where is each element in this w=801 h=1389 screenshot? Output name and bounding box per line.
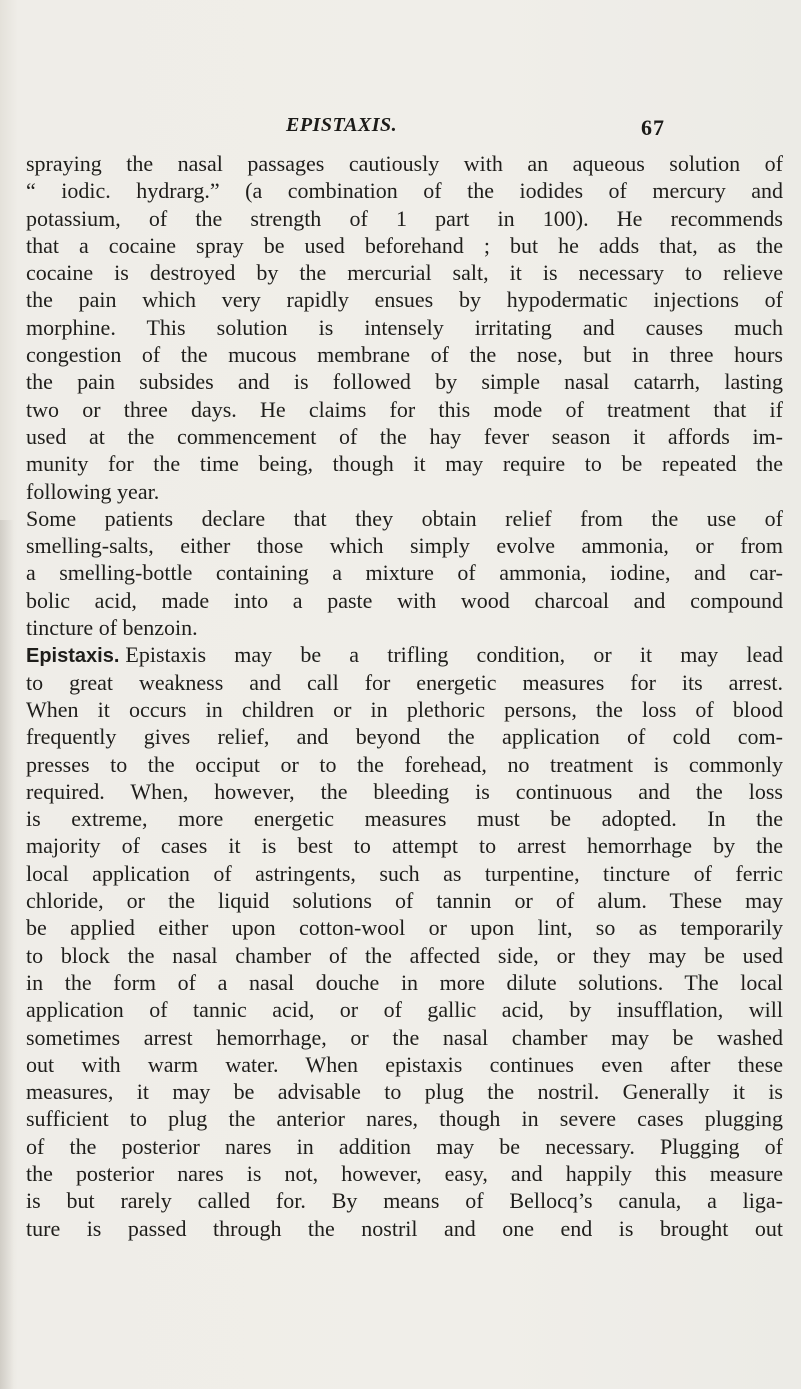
line-text: measures, it may be advisable to plug the nostril. Generally it is xyxy=(26,1079,783,1105)
text-line xyxy=(26,1215,783,1242)
text-line xyxy=(26,205,783,232)
line-text: tincture of benzoin. xyxy=(26,615,198,641)
line-text: congestion of the mucous membrane of the nose, but in three hours xyxy=(26,342,783,368)
line-text: Some patients declare that they obtain relief from the use of xyxy=(26,505,783,531)
text-line xyxy=(26,1051,783,1078)
text-line xyxy=(26,505,783,532)
text-line xyxy=(26,969,783,996)
text-line xyxy=(26,177,783,204)
text-line xyxy=(26,723,783,750)
text-line xyxy=(26,1078,783,1105)
text-line xyxy=(26,587,783,614)
text-line xyxy=(26,887,783,914)
text-line xyxy=(26,751,783,778)
line-text: “ iodic. hydrarg.” (a combination of the iodides of mercury and xyxy=(26,178,783,204)
line-text: frequently gives relief, and beyond the application of cold com- xyxy=(26,724,783,750)
text-line xyxy=(26,368,783,395)
page-number: 67 xyxy=(641,115,665,140)
line-text: potassium, of the strength of 1 part in 100). He recommends xyxy=(26,205,783,231)
text-line xyxy=(26,559,783,586)
text-line xyxy=(26,669,783,696)
text-line xyxy=(26,1105,783,1132)
line-text: When it occurs in children or in plethoric persons, the loss of blood xyxy=(26,696,783,722)
line-text: is but rarely called for. By means of Bellocq’s canula, a liga- xyxy=(26,1188,783,1214)
text-line xyxy=(26,341,783,368)
line-text: application of tannic acid, or of gallic acid, by insufflation, will xyxy=(26,997,783,1023)
line-text: used at the commencement of the hay fever season it affords im- xyxy=(26,423,783,449)
line-text: bolic acid, made into a paste with wood charcoal and compound xyxy=(26,587,783,613)
text-line xyxy=(26,914,783,941)
text-line xyxy=(26,150,783,177)
line-text: in the form of a nasal douche in more dilute solutions. The local xyxy=(26,969,783,995)
page-edge-shadow xyxy=(0,520,14,1389)
line-text: out with warm water. When epistaxis continues even after these xyxy=(26,1051,783,1077)
line-text: is extreme, more energetic measures must be adopted. In the xyxy=(26,806,783,832)
body-text xyxy=(26,150,783,1242)
line-text: chloride, or the liquid solutions of tannin or of alum. These may xyxy=(26,888,783,914)
line-text: the pain which very rapidly ensues by hypodermatic injections of xyxy=(26,287,783,313)
text-line xyxy=(26,478,783,505)
text-line xyxy=(26,832,783,859)
line-text: following year. xyxy=(26,478,160,504)
text-line xyxy=(26,423,783,450)
running-title: EPISTAXIS. xyxy=(286,114,398,136)
line-text: ture is passed through the nostril and one end is brought out xyxy=(26,1215,783,1241)
text-line xyxy=(26,641,783,668)
text-line xyxy=(26,532,783,559)
text-line xyxy=(26,259,783,286)
line-text: Epistaxis may be a trifling condition, or it may lead xyxy=(125,642,783,668)
line-text: munity for the time being, though it may require to be repeated the xyxy=(26,451,783,477)
line-text: to block the nasal chamber of the affected side, or they may be used xyxy=(26,942,783,968)
running-head xyxy=(0,114,690,144)
text-line xyxy=(26,614,783,641)
text-line xyxy=(26,1024,783,1051)
text-line xyxy=(26,996,783,1023)
line-text: morphine. This solution is intensely irritating and causes much xyxy=(26,314,783,340)
text-line xyxy=(26,1133,783,1160)
line-text: majority of cases it is best to attempt to arrest hemorrhage by the xyxy=(26,833,783,859)
line-text: of the posterior nares in addition may be necessary. Plugging of xyxy=(26,1133,783,1159)
line-text: presses to the occiput or to the forehead, no treatment is commonly xyxy=(26,751,783,777)
text-line xyxy=(26,1187,783,1214)
text-line xyxy=(26,1160,783,1187)
text-line xyxy=(26,860,783,887)
line-text: smelling-salts, either those which simply evolve ammonia, or from xyxy=(26,533,783,559)
text-line xyxy=(26,696,783,723)
line-text: required. When, however, the bleeding is continuous and the loss xyxy=(26,778,783,804)
line-text: local application of astringents, such as turpentine, tincture of ferric xyxy=(26,860,783,886)
line-text: a smelling-bottle containing a mixture of ammonia, iodine, and car- xyxy=(26,560,783,586)
text-line xyxy=(26,232,783,259)
line-text: two or three days. He claims for this mode of treatment that if xyxy=(26,396,783,422)
line-text: that a cocaine spray be used beforehand ; but he adds that, as the xyxy=(26,232,783,258)
line-text: cocaine is destroyed by the mercurial salt, it is necessary to relieve xyxy=(26,260,783,286)
line-text: the posterior nares is not, however, easy, and happily this measure xyxy=(26,1160,783,1186)
text-line xyxy=(26,805,783,832)
line-text: sufficient to plug the anterior nares, though in severe cases plugging xyxy=(26,1106,783,1132)
text-line xyxy=(26,450,783,477)
line-text: sometimes arrest hemorrhage, or the nasal chamber may be washed xyxy=(26,1024,783,1050)
text-line xyxy=(26,286,783,313)
line-text: be applied either upon cotton-wool or upon lint, so as temporarily xyxy=(26,915,783,941)
text-line xyxy=(26,314,783,341)
text-line xyxy=(26,396,783,423)
line-text: to great weakness and call for energetic measures for its arrest. xyxy=(26,669,783,695)
text-line xyxy=(26,942,783,969)
section-heading: Epistaxis. xyxy=(26,645,120,668)
line-text: spraying the nasal passages cautiously with an aqueous solution of xyxy=(26,151,783,176)
line-text: the pain subsides and is followed by simple nasal catarrh, lasting xyxy=(26,369,783,395)
text-line xyxy=(26,778,783,805)
